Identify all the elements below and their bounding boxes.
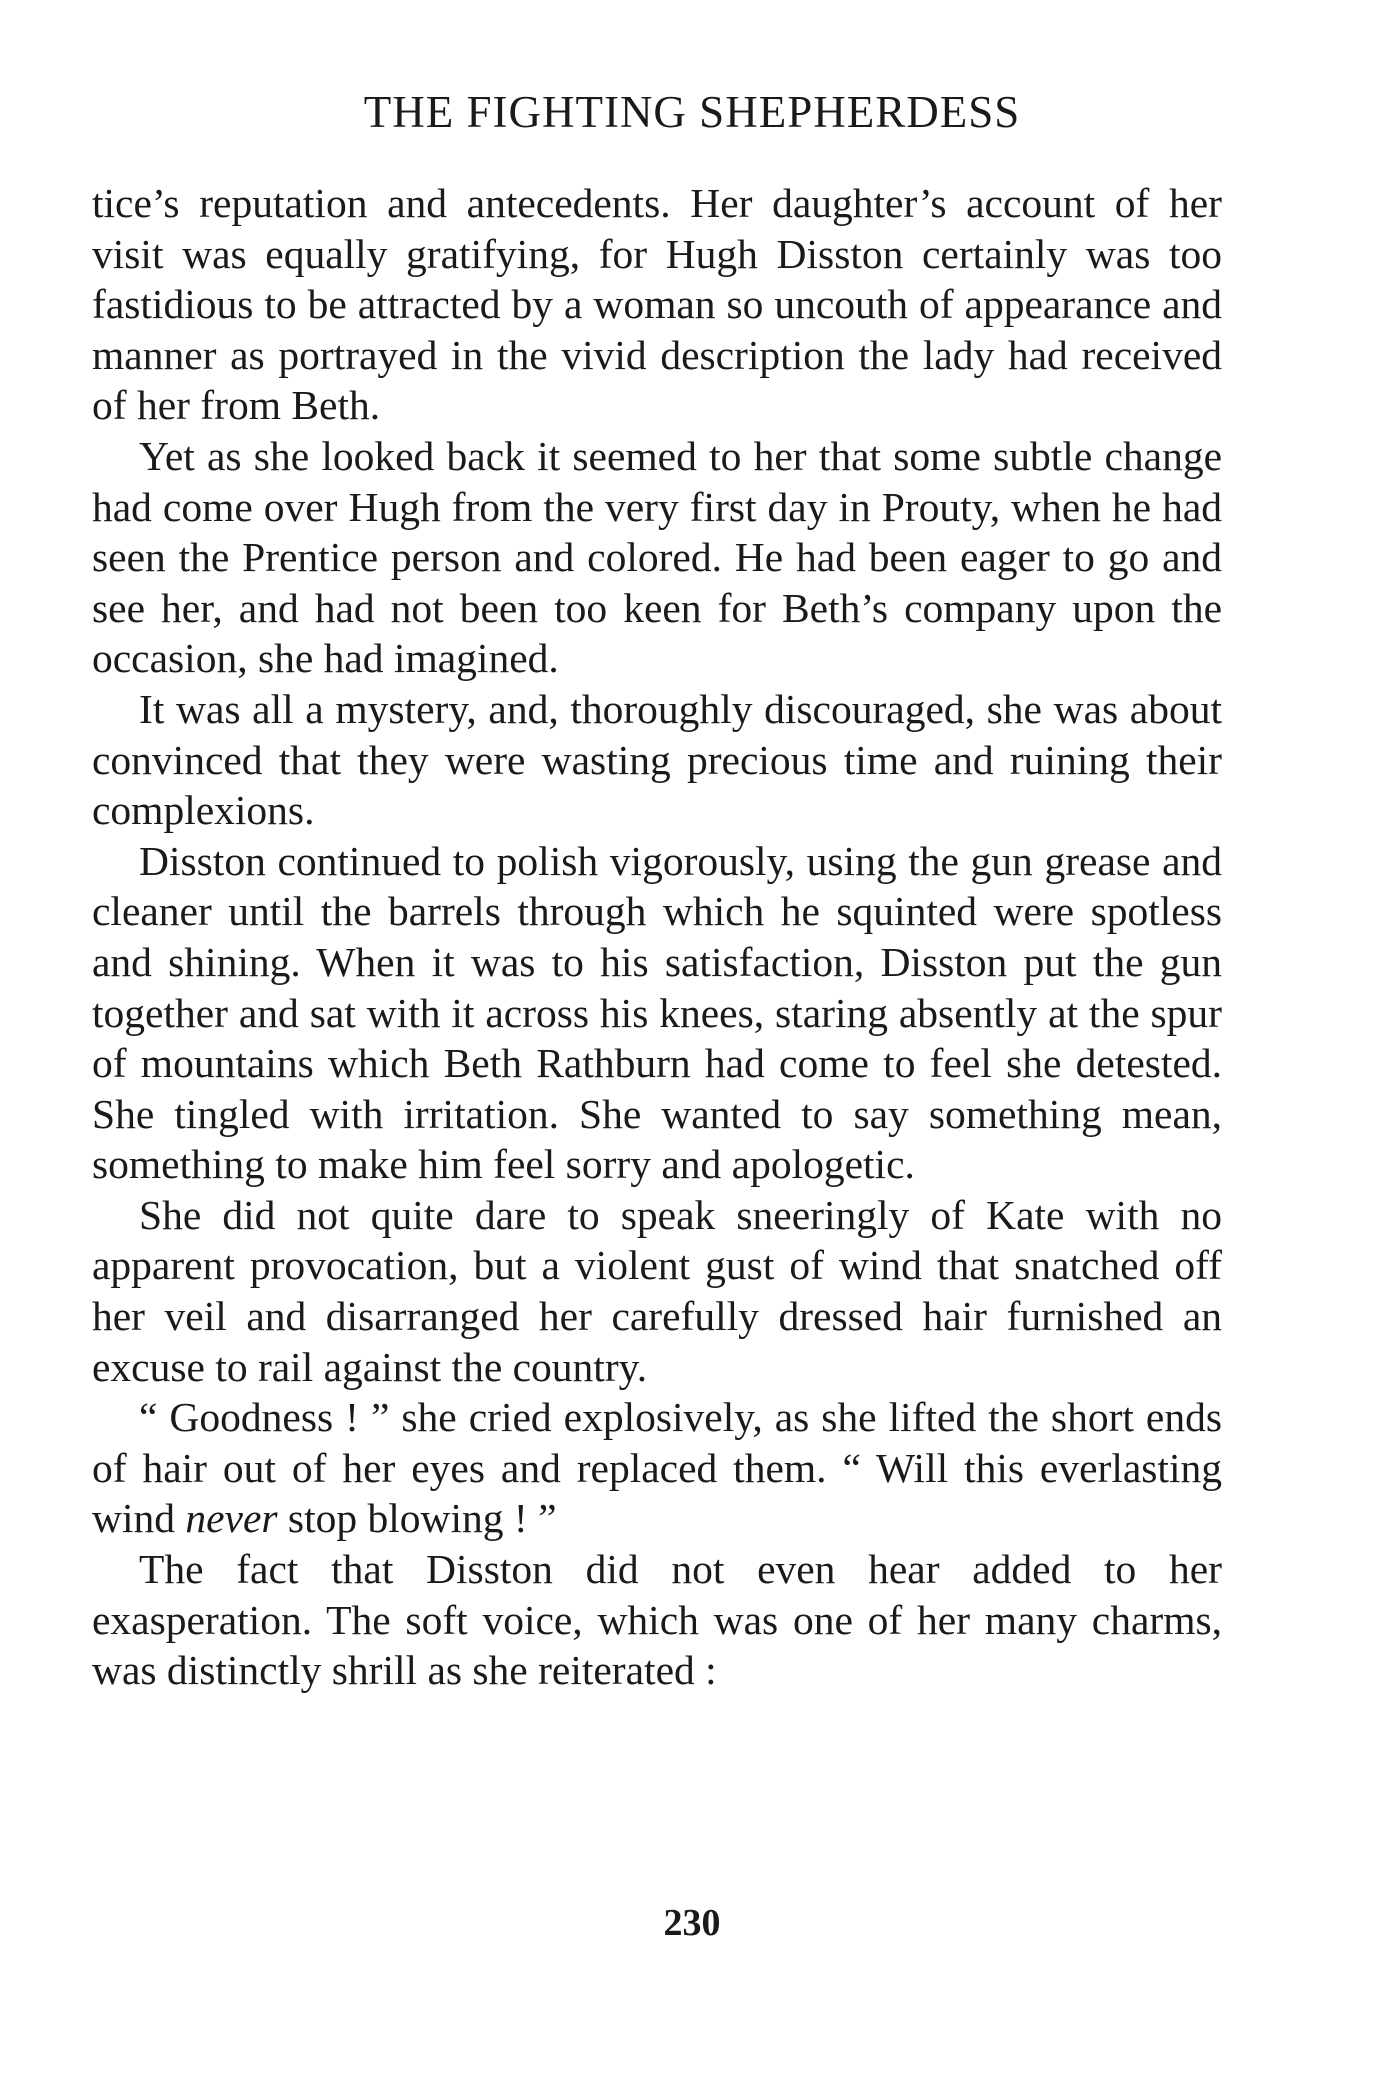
paragraph-6: [92, 1392, 1222, 1544]
paragraph-6-text-before: “ Goodness ! ” she cried explosively, as she lifted the short ends of hair out of her eyes and replaced them. “ Will this everlasting wind: [92, 1394, 1222, 1542]
emphasis-never: never: [185, 1495, 278, 1542]
paragraph-2: Yet as she looked back it seemed to her that some subtle change had come over Hugh from the very first day in Prouty, when he had seen the Prentice person and colored. He had been eager to go and see her, and had not been too keen for Beth’s company upon the occasion, she had imagined.: [92, 432, 1222, 682]
paragraph-1: tice’s reputation and antecedents. Her daughter’s account of her visit was equally gratifying, for Hugh Disston certainly was too fastidious to be attracted by a woman so uncouth of appearance and manner as portrayed in the vivid description the lady had received of her from Beth.: [92, 180, 1222, 429]
paragraph-7: The fact that Disston did not even hear added to her exasperation. The soft voice, which was one of her many charms, was distinctly shrill as she reiterated :: [92, 1546, 1222, 1694]
paragraph-6-text-after: stop blowing ! ”: [277, 1495, 557, 1542]
paragraph-5: She did not quite dare to speak sneeringly of Kate with no apparent provocation, but a violent gust of wind that snatched off her veil and disarranged her carefully dressed hair furnished an excuse to rail against the country.: [92, 1191, 1222, 1390]
page-number: 230: [663, 1902, 721, 1944]
body-text: [92, 178, 1222, 1696]
running-head: THE FIGHTING SHEPHERDESS: [363, 87, 1021, 137]
paragraph-3: It was all a mystery, and, thoroughly discouraged, she was about convinced that they were wasting precious time and ruining their complexions.: [92, 685, 1222, 834]
paragraph-4: Disston continued to polish vigorously, using the gun grease and cleaner until the barrels through which he squinted were spotless and shining. When it was to his satisfaction, Disston put the gun together and sat with it across his knees, staring absently at the spur of mountains which Beth Rathburn had come to feel she detested. She tingled with irritation. She wanted to say something mean, something to make him feel sorry and apologetic.: [92, 837, 1222, 1188]
